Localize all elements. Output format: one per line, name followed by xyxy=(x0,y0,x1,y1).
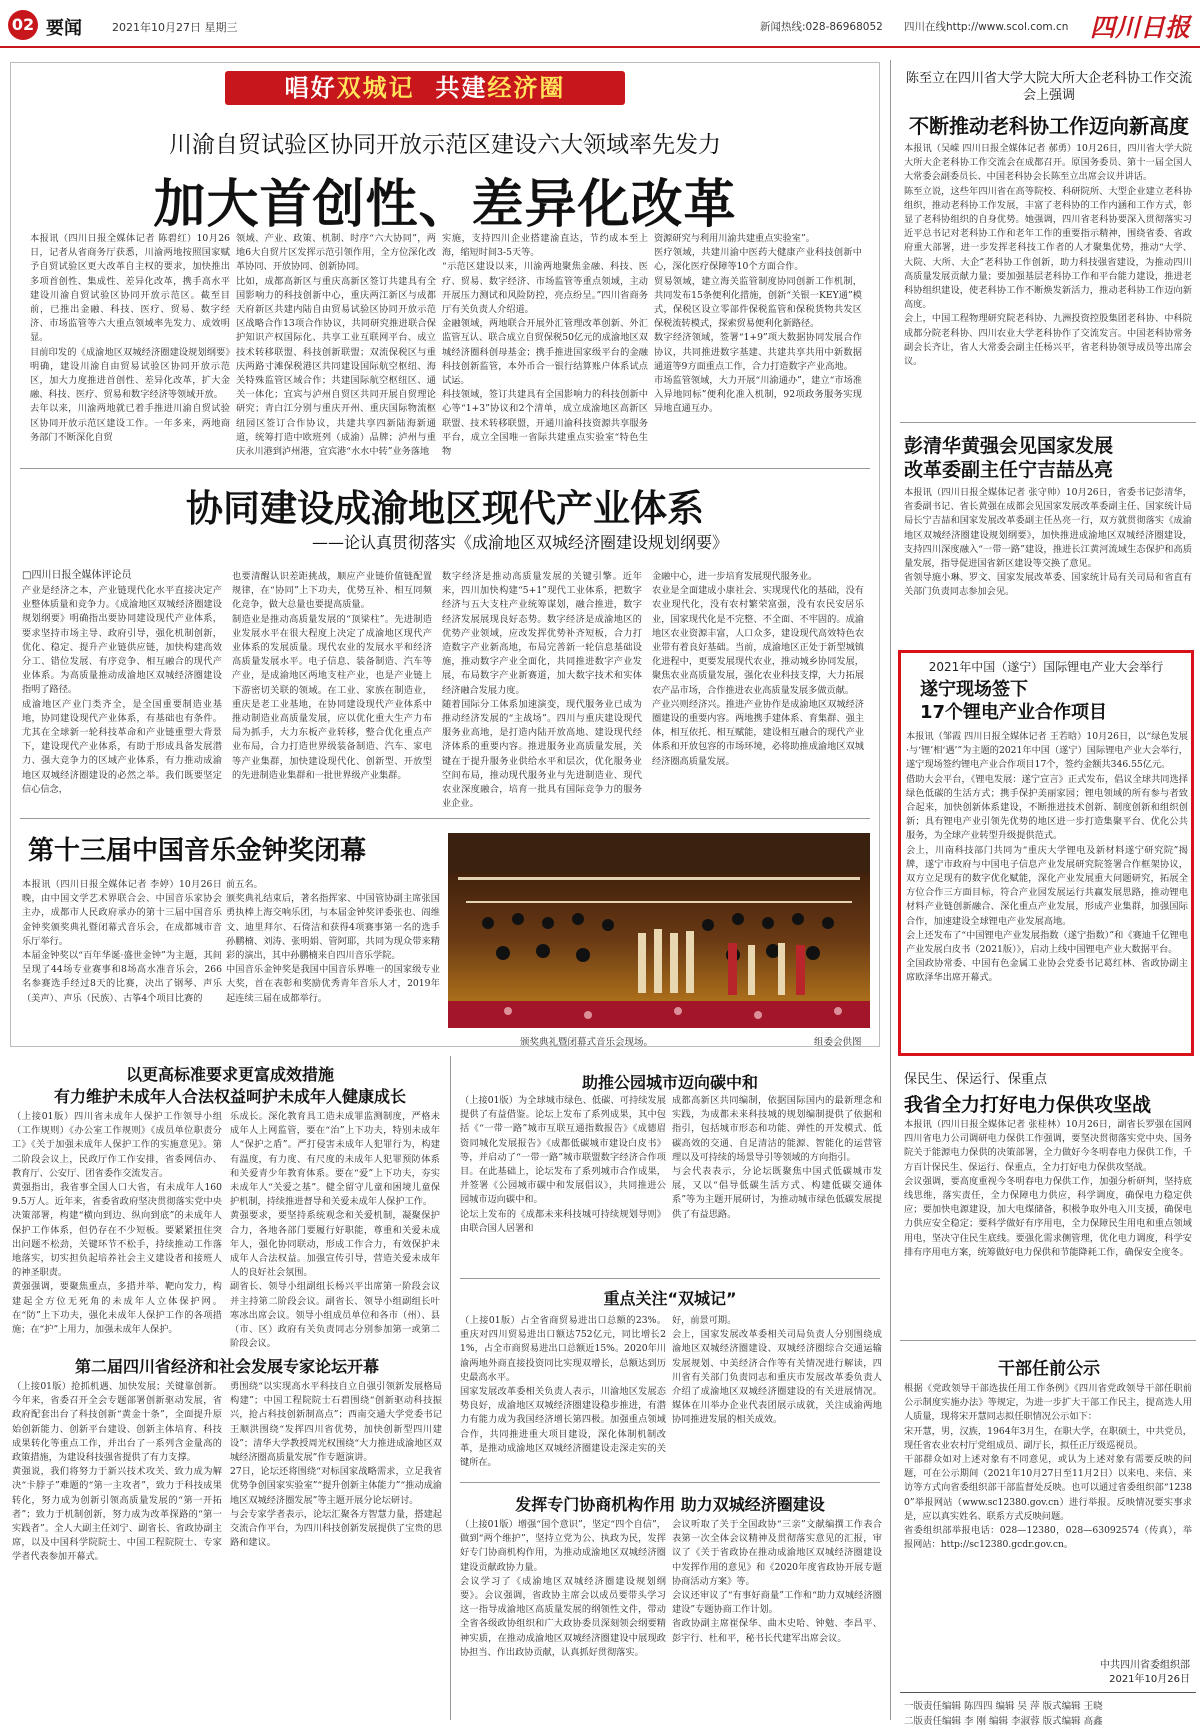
minors-title-line-1: 以更高标准要求更富成效措施 xyxy=(125,1065,334,1084)
editorial-column-1: 产业是经济之本，产业链现代化水平直接决定产业整体质量和竞争力。《成渝地区双城经济圈建设规划纲要》明确指出要协同建设现代产业体系，要求坚持市场主导、政府引导，强化机制创新，优化、稳定、提升产业链供应链，加快构建高效分工、错位发展、有序竞争、相互融合的现代产业体系。为高质量推动成渝地区双城经济圈建设指明了路径。 成渝地区产业门类齐全，是全国重要制造业基地，协同建设现代产业体系，有基础也有条件。尤其在全球新一轮科技革命和产业链重塑大背景下，建设现代产业体系，有助于形成具备发展潜力、强大竞争力的区域产业体系，有力推动成渝地区双城经济圈建设的必然之举。我们既要坚定信心信念， xyxy=(22,585,222,795)
right5-body: 根据《党政领导干部选拔任用工作条例》《四川省党政领导干部任职前公示制度实施办法》等规定，为进一步扩大干部工作民主，提高选人用人质量，现将宋开慧同志拟任职情况公示如下： 宋开慧，男，汉族，1964年3月生，在职大学，在职硕士，中共党员，现任省农业农村厅党组成员、副厅长，拟任正厅级巡视员。 干部群众如对上述对象有不同意见，或认为上述对象有需要反映的问题，可在公示期间（2021年10月27日至11月2日）以来电、来信、来访等方式向省委组织部干部监督处反映。也可以通过省委组织部“12380”举报网站（www.sc12380.gov.cn）进行举报。反映情况要实事求是，应以真实姓名、联系方式反映问题。 省委组织部举报电话：028—12380，028—63092574（传真），举报网站：http://sc12380.gcdr.gov.cn。 xyxy=(904,1383,1192,1551)
music-column-2: 前五名。 颁奖典礼结束后，著名指挥家、中国管协副主席张国勇执棒上海交响乐团，与本届金钟奖评委张也、阎维文、迪里拜尔、石倚洁和获得4项赛事第一名的选手孙鹏楠、刘涛、张明娟、管阿耶，共同为现众带来精彩的演出，其中孙鹏楠来自四川音乐学院。 中国音乐金钟奖是我国中国音乐界唯一的国家级专业大奖，首在表彰和奖励优秀青年音乐人才，2019年起连续三届在成都举行。 xyxy=(226,879,440,1004)
right4-divider xyxy=(900,1340,1196,1341)
expert-forum-title: 第二届四川省经济和社会发展专家论坛开幕 xyxy=(74,1357,379,1376)
expo-title: 重点关注“双城记” xyxy=(603,1289,737,1308)
lead-column-3: 实施，支持四川企业搭建渝直达，节约成本至上海，缩短时间3-5天等。 “示范区建设以来，川渝两地聚焦金融、科技、医疗、贸易、数字经济、市场监管等重点领域，主动开展压力测试和风险防控，亮点纷呈。”四川省商务厅有关负责人介绍道。 金融领域，两地联合开展外汇管理改革创新、外汇监管互认、联合成立自贸保税50亿元的成渝地区双城经济圈科创母基金；携手推进国家级平台的金融科技创新监管，本外币合一银行结算账户体系试点试运。 科技领域，签订共建具有全国影响力的科技创新中心等“1+3”协议和2个清单，成立成渝地区高新区联盟、技术转移联盟，开通川渝科技资源共享服务平台，成立全国唯一省际共建重点实验室“特色生物 xyxy=(442,233,648,458)
editorial-title: 协同建设成渝地区现代产业体系 xyxy=(186,487,704,530)
header-rule xyxy=(0,46,1200,48)
editorial-column-2: 也要清醒认识差距挑战，顺应产业链价值链配置规律，在“协同”上下功夫，优势互补、相互同频化竞争，做大总量也要提高质量。 制造业是推动高质量发展的“顶梁柱”。先进制造业发展水平在很大程度上决定了成渝地区现代产业体系的发展质量。现代农业的发展水平和经济高质量发展水平。电子信息、装备制造、汽车等产业，是成渝地区两地支柱产业，也是产业链上下游密切关联的领域。在工业、家族在制造业，重庆是老工业基地，在协同建设现代产业体系中推动制造业高质量发展，应以优化重大生产力布局为抓手，大力东板产业转移，整合优化重点产业布局，合力打造世界级装备制造、汽车、家电等产业集群，加快建设现代化、创新型、开放型的先进制造业集群和一批世界级产业集群。 xyxy=(232,571,432,781)
footer-editors-line-1: 一版责任编辑 陈四四 编辑 吴 萍 版式编辑 王晓 xyxy=(904,1701,1103,1712)
news-hotline: 新闻热线:028-86968052 xyxy=(760,21,883,33)
expo-column-1: （上接01版）占全省商贸易进出口总额的23%。重庆对四川贸易进出口额达752亿元，同比增长21%，占全市商贸易进出口总额近15%。2020年川渝两地外商直接投资同比实现双增长，总额达到历史最高水平。 国家发展改革委相关负责人表示，川渝地区发展态势良好，成渝地区双城经济圈建设稳步推进，有潜力有能力成为我国经济增长第四极。加强重点领域合作，共同推进重大项目建设，深化体制机制改革，是推动成渝地区双城经济圈建设走深走实的关键所在。 xyxy=(460,1315,666,1469)
photo-credit: 组委会供图 xyxy=(814,1037,862,1048)
masthead-logo: 四川日报 xyxy=(1090,13,1191,42)
right-column-divider xyxy=(890,60,891,1720)
editorial-byline: □四川日报全媒体评论员 xyxy=(22,570,132,581)
carbon-column-2: 成都高新区共同编制，依据国际国内的最新理念和实践，为成都未来科技城的规划编制提供了依据和指引，包括城市形态和功能、弹性的开发模式、低碳高效的交通、自足清洁的能源、智能化的运营管理以及可持续的场景导引等领域的方向指引。 与会代表表示，分论坛既聚焦中国式低碳城市发展，又以“倡导低碳生活方式、构建低碳交通体系”等为主题开展研讨，为推动城市绿色低碳发展提供了有益思路。 xyxy=(672,1095,882,1220)
right1-divider xyxy=(900,422,1196,423)
concert-stage-image xyxy=(448,833,870,1028)
right3-title-line-1: 遂宁现场签下 xyxy=(920,679,1028,700)
bottom-divider xyxy=(450,1056,451,1720)
photo-caption: 颁奖典礼暨闭幕式音乐会现场。 xyxy=(520,1037,654,1048)
section-name: 要闻 xyxy=(46,18,82,39)
right3-body: 本报讯（邹霞 四川日报全媒体记者 王若晗）10月26日，以“绿色发展·与‘锂’相‘遇’”为主题的2021年中国（遂宁）国际锂电产业大会举行，遂宁现场签约锂电产业合作项目17个，签约金额共346.55亿元。 借助大会平台，《锂电发展：遂宁宣言》正式发布，倡议全球共同选择绿色低碳的生活方式；携手保护美丽家园；锂电领域的所有参与者致合起来，加快创新体系建设，不断推进技术创新、制度创新和组织创新；具有锂电产业引领先优势的地区进一步打造集聚平台、优化公共服务，为全球产业转型升级提供范式。 会上，川南科技部门共同为“重庆大学锂电及新材料遂宁研究院”揭牌，遂宁市政府与中国电子信息产业发展研究院签署合作框架协议，双方立足现有的数字优化赋能，深化产业发展重大问题研究，拓展全方位合作三方面目标，符合产业园发展运行共赢发展思路，推动锂电材料产业链创新融合、深化重点产业发展，形成产业集群，加强国际合作，加速建设全球锂电产业发展高地。 会上还发布了“中国锂电产业发展指数（遂宁指数）”和《赛迪千亿锂电产业发展白皮书（2021版）》，启动上线中国锂电产业大数据平台。 全国政协常委、中国有色金属工业协会党委书记葛红林、省政协副主席欧泽华出席开幕式。 xyxy=(906,731,1188,984)
editorial-subtitle: ——论认真贯彻落实《成渝地区双城经济圈建设规划纲要》 xyxy=(311,533,728,552)
lead-column-2: 领域、产业、政策、机制、时序“六大协同”，两地6大自贸片区发挥示范引领作用，全方位深化改革协同、开放协同、创新协同。 比如，成都高新区与重庆高新区签订共建具有全国影响力的科技创新中心，重庆两江新区与成都天府新区共建内陆自由贸易试验区协同开放示范区战略合作13项合作协议，共同研究推进联合保护知识产权国际化、共享工业互联网平台、成立技术转移联盟、科技创新联盟；双流保税区与重庆两路寸滩保税港区共同建设国际航空枢纽、海关特殊监管区域合作；共建国际航空枢纽区、通关一体化；宜宾与泸州自贸区共同开展自贸理论研究；青白江分别与重庆开州、重庆国际物流枢纽园区签订合作协议，共建共享四新陆海新通道，统筹打造中欧班列（成渝）品牌；泸州与重庆永川港到泸州港，宜宾港“水水中转”业务落地 xyxy=(236,233,436,458)
right1-body: 本报讯（吴嵘 四川日报全媒体记者 郝勇）10月26日，四川省大学大院大所大企老科协工作交流会在成都召开。原国务委员、第十一届全国人大常委会副委员长、中国老科协会长陈至立出席会议并讲话。 陈至立说，这些年四川省在高等院校、科研院所、大型企业建立老科协组织，推动老科协工作发展，丰富了老科协的工作内涵和工作方式，彰显了老科协组织的自身优势。她强调，四川省老科协要深入贯彻落实习近平总书记对老科协工作和老年工作的重要指示精神，围绕省委、省政府重大部署，进一步发挥老科技工作者的人才聚集优势，推动“大学、大院、大所、大企”老科协工作创新，助力科技强省建设，为推动四川高质量发展贡献力量；要加强基层老科协工作和平台能力建设，推进老科协组织建设，使老科协工作不断焕发新活力，推动老科协工作迈向新高度。 会上，中国工程物理研究院老科协、九洲投资控股集团老科协、中科院成都分院老科协、四川农业大学老科协作了交流发言。中国老科协常务副会长齐让，省人大常委会副主任杨兴平，省老科协领导成员等出席会议。 xyxy=(904,143,1192,368)
right3-kicker: 2021年中国（遂宁）国际锂电产业大会举行 xyxy=(928,660,1164,674)
expert-column-1: （上接01版）抢抓机遇、加快发展；关键靠创新。今年来，省委召开全会专题部署创新驱动发展，省政府配套出台了科技创新“黄金十条”，全面提升原始创新能力、创新平台建设、创新主体培育、科技成果转化等重点工作，并出台了一系列含金量高的政策措施，为建设科技强省提供了有力支撑。 黄强说，我们将努力于新兴技术攻关、致力成为解决“卡脖子”难题的“第一主攻者”，致力于科技成果转化，努力成为创新引领高质量发展的“第一开拓者”；致力于机制创新，努力成为改革探路的“第一实践者”。全人大副主任刘宁、副省长、省政协副主席，以及中国科学院院士、中国工程院院士、专家学者代表参加开幕式。 xyxy=(12,1381,222,1563)
minors-column-1: （上接01版）四川省未成年人保护工作领导小组（工作规则）《办公室工作规则》《成员单位职责分工》《关于加强未成年人保护工作的实施意见》。第二阶段会议上，民政厅作工作安排，省委网信办、教育厅、公安厅、团省委作交流发言。 黄强指出，我省事全国人口大省，有未成年人1609.5万人。近年来，省委省政府坚决贯彻落实党中央决策部署，构建“横向到边、纵向到底”的未成年人保护工作体系，但仍存在不少短板。要紧紧扭住突出问题不松劲，关键环节不松手，持续推动工作落地落实，切实担负起培养社会主义建设者和接班人的神圣职责。 黄强强调，要聚焦重点，多措并举、靶向发力，构建起全方位无死角的未成年人立体保护网。在“防”上下功夫，强化未成年人保护工作的各项措施；在“护”上用力，加强未成年人保护。 xyxy=(12,1111,222,1336)
music-title: 第十三届中国音乐金钟奖闭幕 xyxy=(28,836,367,866)
right1-kicker: 陈至立在四川省大学大院大所大企老科协工作交流会上强调 xyxy=(905,71,1192,103)
lead-column-1: 本报讯（四川日报全媒体记者 陈碧红）10月26日，记者从省商务厅获悉，川渝两地按照国家赋予自贸试验区更大改革自主权的要求，加快推出多项首创性、集成性、差异化改革，携手高水平建设川渝自贸试验区协同开放示范区。截至目前，已推出金融、科技、医疗、贸易、数字经济、市场监管等六大重点领域率先发力、成效明显。 目前印发的《成渝地区双城经济圈建设规划纲要》明确，建设川渝自由贸易试验区协同开放示范区，加大力度推进首创性、差异化改革，扩大金融、科技、医疗、贸易和数字经济等领域开放。 去年以来，川渝两地就已着手推进川渝自贸试验区协同开放示范区建设工作。一年多来，两地商务部门不断深化自贸 xyxy=(30,233,230,443)
right4-body: 本报讯（四川日报全媒体记者 张桂林）10月26日，副省长罗强在国网四川省电力公司调研电力保供工作强调，要坚决贯彻落实党中央、国务院关于能源电力保供的决策部署，全力做好今冬明春电力保供工作，千方百计保民生、保运行、保重点，全力打好电力保供攻坚战。 会议强调，要高度重视今冬明春电力保供工作，加强分析研判，坚持底线思维，落实责任，全力保障电力供应，科学调度，确保电力稳定供应；要加快电源建设，加大电煤储备，积极争取外电入川支援，确保电力供应安全稳定；要科学做好有序用电，全力保障民生用电和重点领域用电，坚决守住民生底线。要强化需求侧管理，优化电力调度，科学安排有序用电方案，统筹做好电力保供和节能降耗工作，确保安全度冬。 xyxy=(904,1119,1192,1258)
footer-rule xyxy=(900,1692,1196,1693)
right1-title: 不断推动老科协工作迈向新高度 xyxy=(909,114,1189,138)
expo-divider xyxy=(460,1482,880,1483)
lead-divider xyxy=(20,468,870,469)
lead-kicker: 川渝自贸试验区协同开放示范区建设六大领域率先发力 xyxy=(169,132,721,158)
expert-column-2: 勇围绕“以实现高水平科技自立自强引领新发展格局构建”；中国工程院院士石碧围绕“创新驱动科技振兴，抢占科技创新制高点”；西南交通大学党委书记王顺洪围绕“发挥四川省优势，加快创新型四川建设”；清华大学教授周光权围绕“大力推进成渝地区双城经济圈高质量发展”作专题演讲。 27日，论坛还将围绕“对标国家战略需求，立足我省优势争创国家实验室”“提升创新主体能力”“推动成渝地区双城经济圈发展”等主题开展分论坛研讨。 与会专家学者表示，论坛汇聚各方智慧力量，搭建起交流合作平台，为四川科技创新发展提供了宝贵的思路和建议。 xyxy=(230,1381,442,1549)
right5-org: 中共四川省委组织部 xyxy=(1100,1660,1190,1671)
section-banner: 唱好双城记 共建经济圈 xyxy=(225,71,625,105)
carbon-title: 助推公园城市迈向碳中和 xyxy=(581,1073,758,1092)
editorial-divider xyxy=(20,818,870,819)
agency-column-1: （上接01版）增强“国个意识”，坚定“四个自信”，做到“两个维护”，坚持立党为公、执政为民，发挥好专门协商机构作用，为推动成渝地区双城经济圈建设贡献政协力量。 会议学习了《成渝地区双城经济圈建设规划纲要》。会议强调，省政协主席会以成员要带头学习这一指导成渝地区高质量发展的纲领性文件，带动全省各级政协组织和广大政协委员深刻领会纲要精神实质，在推动成渝地区双城经济圈建设中展现政协担当、作出政协贡献，认真抓好贯彻落实。 xyxy=(460,1519,666,1658)
right4-kicker: 保民生、保运行、保重点 xyxy=(904,1072,1048,1087)
editorial-column-3: 数字经济是推动高质量发展的关键引擎。近年来，四川加快构建“5+1”现代工业体系，把数字经济与五大支柱产业统筹谋划，融合推进，数字经济发展展现良好态势。数字经济是成渝地区的优势产业领域，应改发挥优势补齐短板，合力打造数字产业新高地，布局完善新一轮信息基础设施，推动数字产业全面化，共同推进数字产业发展，布局数字产业新赛道，加大数字技术和实体经济融合发展力度。 随着国际分工体系加速演变，现代服务业已成为推动经济发展的“主战场”。四川与重庆建设现代服务业高地，是打造内陆开放高地、建设现代经济体系的重要内容。推进服务业高质量发展，关键在于提升服务业供给水平和层次，优化服务业空间布局，推动现代服务业与先进制造业、现代农业深度融合，培育一批具有国际竞争力的服务业企业。 xyxy=(442,571,642,810)
footer-editors-line-2: 二版责任编辑 李 刚 编辑 李淑蓉 版式编辑 高鑫 xyxy=(904,1716,1103,1727)
right5-date: 2021年10月26日 xyxy=(1109,1674,1190,1685)
right2-title-line-1: 彭清华黄强会见国家发展 xyxy=(904,435,1114,457)
right4-title: 我省全力打好电力保供攻坚战 xyxy=(904,1094,1152,1116)
concert-photo xyxy=(448,833,870,1028)
carbon-column-1: （上接01版）为全球城市绿色、低碳、可持续发展提供了有益借鉴。论坛上发布了系列成果，其中包括《“一带一路”城市互联互通指数报告》《成德眉资同城化发展报告》《成都低碳城市建设白皮书》等，并启动了“一带一路”城市联盟数字经济合作项目。在此基础上，论坛发布了系列城市合作成果，并签署《公园城市碳中和发展倡议》，共同推进公园城市迈向碳中和。 论坛上发布的《成都未来科技城可持续规划导则》由联合国人居署和 xyxy=(460,1095,666,1234)
carbon-divider xyxy=(460,1278,880,1279)
right5-title: 干部任前公示 xyxy=(998,1359,1100,1379)
editorial-column-4: 金融中心，进一步培育发展现代服务业。 农业是全面建成小康社会、实现现代化的基础，没有农业现代化，没有农村繁荣富强，没有农民安居乐业，国家现代化是不完整、不全面、不牢固的。成渝地区农业资源丰富，人口众多，建设现代高效特色农业带有着良好基础。当前，成渝地区正处于新型城镇化进程中，更要发展现代农业，推动城乡协同发展，聚焦农业高质量发展，强化农业科技支撑，大力拓展农产品市场，合作推进农业高质量发展多做贡献。 产业兴则经济兴。推进产业协作是成渝地区双城经济圈建设的重要内容。两地携手建体系、育集群、强主体，相互依托、相互赋能，建设相互融合的现代产业体系和开放包容的市场环境，必将助推成渝地区双城经济圈高质量发展。 xyxy=(652,571,864,767)
right2-title-line-2: 改革委副主任宁吉喆丛亮 xyxy=(904,459,1114,481)
lead-title: 加大首创性、差异化改革 xyxy=(153,175,737,235)
minors-column-2: 乐成长。深化教育具工造未成罪监测制度，严格未成年人上网监管，要在“治”上下功夫，特别未成年人“保护之盾”。严打侵害未成年人犯罪行为，构建有温度，有力度、有尺度的未成年人犯罪预防体系和关爱青少年教育体系。要在“爱”上下功夫，夯实未成年人“关爱之基”。健全留守儿童和困境儿童保护机制，持续推进督导和关爱未成年人保护工作。 黄强要求，要坚持系统观念和关爱机制，凝聚保护合力，各地各部门要履行好职能，尊重和关爱未成年人，强化协同联动，形成工作合力，有效保护未成年人合法权益。加强宣传引导，营造关爱未成年人的良好社会氛围。 副省长、领导小组副组长杨兴平出席第一阶段会议并主持第二阶段会议。副省长、领导小组副组长叶寒冰出席会议。领导小组成员单位和各市（州）、县（市、区）政府有关负责同志分别参加第一或第二阶段会议。 xyxy=(230,1111,440,1350)
expo-column-2: 好，前景可期。 会上，国家发展改革委相关司局负责人分别围绕成渝地区双城经济圈建设、双城经济圈综合交通运输发展规划、中美经济合作等有关情况进行解读，四川省有关部门负责同志和重庆市发展改革委负责人介绍了成渝地区双城经济圈建设的有关进展情况。媒体在川举办企业代表团展示成就，关注成渝两地协同推进发展的相关成效。 xyxy=(672,1315,882,1426)
website-link[interactable]: 四川在线http://www.scol.com.cn xyxy=(904,21,1069,33)
minors-title-line-2: 有力维护未成年人合法权益呵护未成年人健康成长 xyxy=(53,1087,406,1106)
agency-column-2: 会议听取了关于全国政协“三亲”文献编撰工作表合表第一次全体会议精神及贯彻落实意见的汇报，审议了《关于省政协在推动成渝地区双城经济圈建设中发挥作用的意见》和《2020年度省政协开展专题协商活动方案》等。 会议还审议了“有事好商量”工作和“助力双城经济圈建设”专题协商工作计划。 省政协副主席崔保华、曲木史哈、钟勉、李昌平、彭宇行、杜和平，秘书长代建军出席会议。 xyxy=(672,1519,882,1644)
right3-title-line-2: 17个锂电产业合作项目 xyxy=(920,702,1108,723)
agency-title: 发挥专门协商机构作用 助力双城经济圈建设 xyxy=(515,1495,825,1514)
right2-body: 本报讯（四川日报全媒体记者 张守帅）10月26日，省委书记彭清华，省委副书记、省长黄强在成都会见国家发展改革委副主任、国家统计局局长宁吉喆和国家发展改革委副主任丛亮一行，双方就贯彻落实《成渝地区双城经济圈建设规划纲要》，加快推进成渝地区双城经济圈建设，支持四川深度融入“一带一路”建设，推进长江黄河流域生态保护和高质量发展，指导促进国省新区建设等交换了意见。 省领导施小琳、罗文、国家发展改革委、国家统计局有关司局和省直有关部门负责同志参加会见。 xyxy=(904,487,1192,598)
music-column-1: 本报讯（四川日报全媒体记者 李婷）10月26日晚，由中国文学艺术界联合会、中国音乐家协会主办，成都市人民政府承办的第十三届中国音乐金钟奖颁奖典礼暨闭幕式音乐会，在成都城市音乐厅举行。 本届金钟奖以“百年华诞·盛世金钟”为主题，其间呈现了44场专业赛事和8场高水准音乐会，266名参赛选手经过8天的比赛，决出了钢琴、声乐（美声）、声乐（民族）、古筝4个项目比赛的 xyxy=(22,879,222,1004)
page-number: 02 xyxy=(8,10,38,40)
issue-date: 2021年10月27日 星期三 xyxy=(112,21,238,34)
lead-column-4: 资源研究与利用川渝共建重点实验室”。 医疗领域，共建川渝中医药大健康产业科技创新中心，深化医疗保障等10个方面合作。 贸易领域，建立海关监管制度协同创新工作机制，共同发布15条便利化措施，创新“关银一KEY通”模式，保税区设立零部件保税监管和保税货物共发区保税流转模式，探索贸易便利化新路径。 数字经济领域，签署“1+9”项大数据协同发展合作协议，共同推进数字基建、共建共享共用中新数据通道等9方面重点工作，合力打造数字产业高地。 市场监管领域，大力开展“川渝通办”，建立“市场准入异地同标”便利化准入机制，92项政务服务实现异地直通互办。 xyxy=(654,233,862,415)
